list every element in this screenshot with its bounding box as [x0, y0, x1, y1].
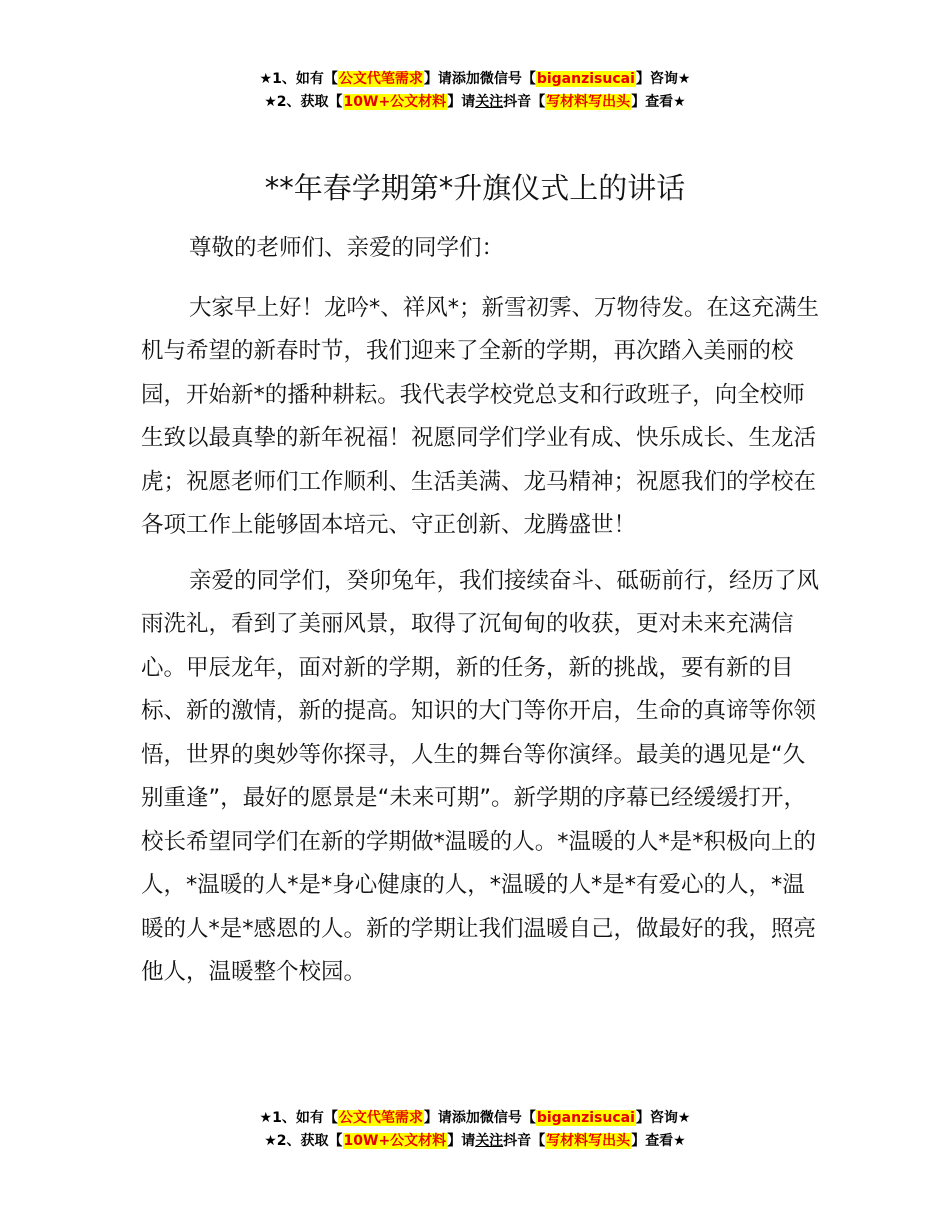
- banner-text: 抖音: [503, 94, 532, 110]
- bracket: 】: [635, 1110, 650, 1126]
- banner-text: ★2、获取: [264, 1133, 329, 1149]
- service-highlight: 公文代笔需求: [338, 71, 423, 87]
- banner-text: 咨询★: [649, 71, 691, 87]
- banner-text: ★2、获取: [264, 94, 329, 110]
- bracket: 【: [323, 1110, 338, 1126]
- banner-text: 咨询★: [649, 1110, 691, 1126]
- paragraph-1: 大家早上好！龙吟*、祥风*；新雪初霁、万物待发。在这充满生机与希望的新春时节，我们迎来了全新的学期，再次踏入美丽的校园，开始新*的播种耕耘。我代表学校党总支和行政班子，向全校师生致以最真挚的新年祝福！祝愿同学们学业有成、快乐成长、生龙活虎；祝愿老师们工作顺利、生活美满、龙马精神；祝愿我们的学校在各项工作上能够固本培元、守正创新、龙腾盛世！: [141, 294, 820, 538]
- follow-underlined: 关注: [475, 94, 504, 110]
- bracket: 【: [521, 71, 536, 87]
- bracket: 】: [631, 94, 646, 110]
- wechat-id-highlight: biganzisucai: [536, 1110, 635, 1126]
- wechat-id-highlight: biganzisucai: [536, 71, 635, 87]
- bracket: 】: [631, 1133, 646, 1149]
- banner-line-1: [0, 1107, 950, 1130]
- document-body: [141, 227, 821, 1007]
- banner-text: 抖音: [503, 1133, 532, 1149]
- material-highlight: 10W+公文材料: [343, 1133, 447, 1149]
- bracket: 】: [423, 71, 438, 87]
- footer-banner: [0, 1107, 950, 1153]
- banner-text: ★1、如有: [259, 71, 324, 87]
- bracket: 【: [328, 94, 343, 110]
- banner-text: 请: [461, 94, 476, 110]
- banner-text: 请添加微信号: [437, 1110, 522, 1126]
- banner-text: 请添加微信号: [437, 71, 522, 87]
- bracket: 】: [423, 1110, 438, 1126]
- bracket: 【: [531, 94, 546, 110]
- header-banner: [0, 68, 950, 114]
- bracket: 【: [531, 1133, 546, 1149]
- account-highlight: 写材料写出头: [546, 1133, 631, 1149]
- banner-line-1: [0, 68, 950, 91]
- banner-text: 请: [461, 1133, 476, 1149]
- greeting: 尊敬的老师们、亲爱的同学们：: [189, 235, 505, 261]
- material-highlight: 10W+公文材料: [343, 94, 447, 110]
- banner-line-2: [0, 1130, 950, 1153]
- account-highlight: 写材料写出头: [546, 94, 631, 110]
- service-highlight: 公文代笔需求: [338, 1110, 423, 1126]
- paragraph-2: 亲爱的同学们，癸卯兔年，我们接续奋斗、砥砺前行，经历了风雨洗礼，看到了美丽风景，取得了沉甸甸的收获，更对未来充满信心。甲辰龙年，面对新的学期，新的任务，新的挑战，要有新的目标、新的激情，新的提高。知识的大门等你开启，生命的真谛等你领悟，世界的奥妙等你探寻，人生的舞台等你演绎。最美的遇见是“久别重逢”，最好的愿景是“未来可期”。新学期的序幕已经缓缓打开，校长希望同学们在新的学期做*温暖的人。*温暖的人*是*积极向上的人，*温暖的人*是*身心健康的人，*温暖的人*是*有爱心的人，*温暖的人*是*感恩的人。新的学期让我们温暖自己，做最好的我，照亮他人，温暖整个校园。: [141, 567, 820, 985]
- banner-line-2: [0, 91, 950, 114]
- banner-text: ★1、如有: [259, 1110, 324, 1126]
- bracket: 】: [447, 94, 462, 110]
- bracket: 【: [521, 1110, 536, 1126]
- banner-text: 查看★: [645, 94, 686, 110]
- document-title: **年春学期第*升旗仪式上的讲话: [264, 171, 686, 205]
- bracket: 】: [447, 1133, 462, 1149]
- banner-text: 查看★: [645, 1133, 686, 1149]
- bracket: 【: [328, 1133, 343, 1149]
- bracket: 【: [323, 71, 338, 87]
- bracket: 】: [635, 71, 650, 87]
- follow-underlined: 关注: [475, 1133, 504, 1149]
